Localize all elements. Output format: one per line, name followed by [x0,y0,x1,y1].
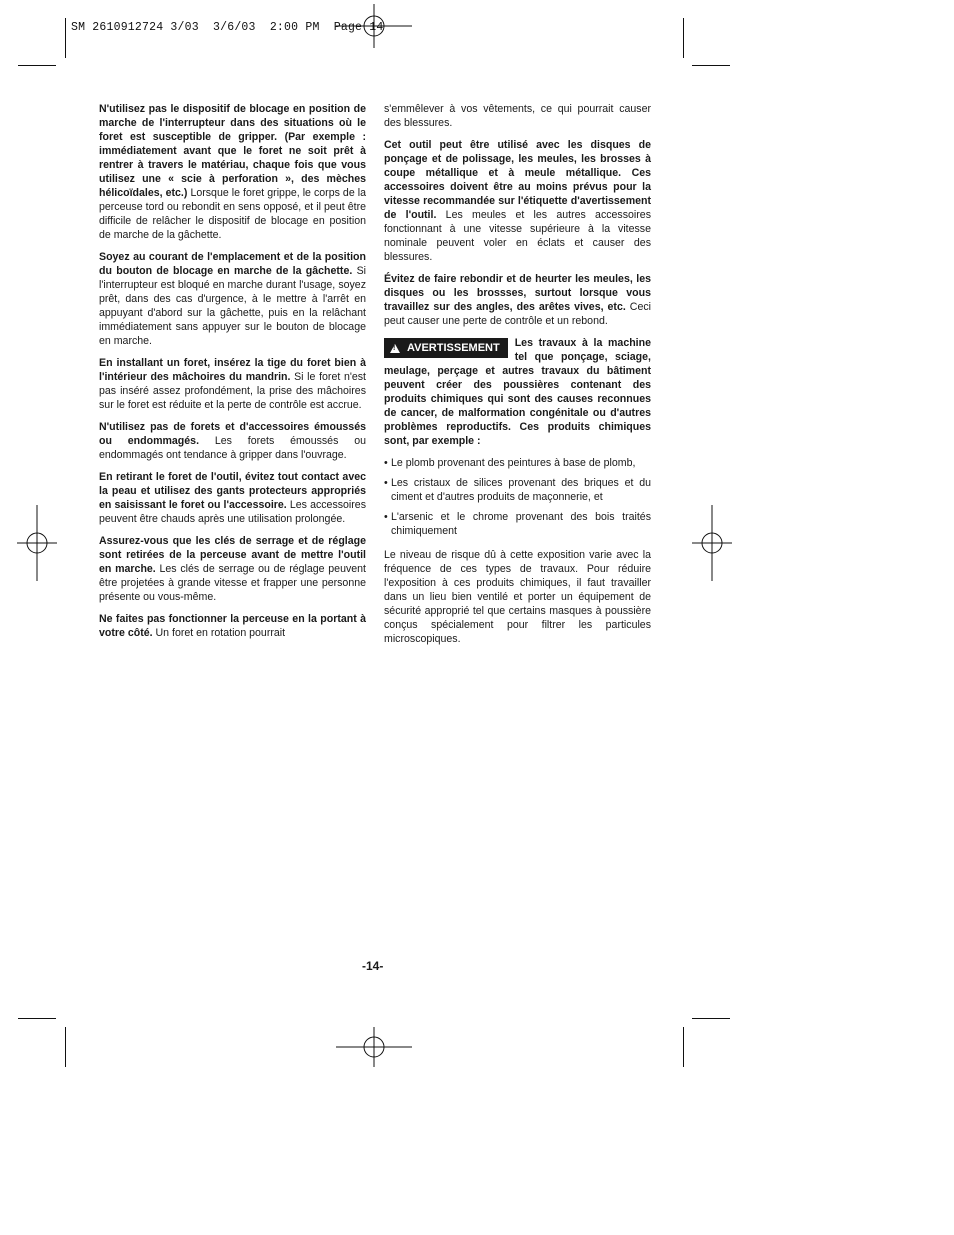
paragraph: Ne faites pas fonctionner la perceuse en la portant à votre côté. Un foret en rotation pourrait [99,613,366,639]
list-item: • Les cristaux de silices provenant des briques et du ciment et d'autres produits de maçonnerie, et [384,477,651,503]
paragraph: En retirant le foret de l'outil, évitez tout contact avec la peau et utilisez des gants protecteurs appropriés en saisissant le foret ou l'accessoire. Les accessoires peuvent être chauds après une utilisation prolongée. [99,471,366,525]
registration-mark-top [336,4,412,48]
left-column [99,102,366,648]
paragraph: Assurez-vous que les clés de serrage et de réglage sont retirées de la perceuse avant de mettre l'outil en marche. Les clés de serrage ou de réglage peuvent être projetées à grande vitesse et frapper une personne présente ou vous-même. [99,535,366,603]
paragraph: Évitez de faire rebondir et de heurter les meules, les disques ou les brossses, surtout lorsque vous travaillez sur des angles, des arêtes vives, etc. Ceci peut causer une perte de contrôle et un rebond. [384,273,651,327]
continued-paragraph: s'emmêlever à vos vêtements, ce qui pourrait causer des blessures. [384,103,651,129]
crop-mark-tr-v [683,18,684,58]
crop-mark-tl-v [65,18,66,58]
crop-mark-br-h [692,1018,730,1019]
crop-mark-bl-h [18,1018,56,1019]
paragraph: Cet outil peut être utilisé avec les disques de ponçage et de polissage, les meules, les brosses à coupe métallique et à meule métallique. Ces accessoires doivent être au moins prévus pour la vitesse recommandée sur l'étiquette d'avertissement de l'outil. Les meules et les autres accessoires fonctionnant à une vitesse supérieure à la vitesse nominale peuvent voler en éclats et causer des blessures. [384,139,651,263]
list-item: • L'arsenic et le chrome provenant des bois traités chimiquement [384,511,651,537]
registration-mark-left [17,505,57,581]
warning-label: ! AVERTISSEMENT [384,338,508,358]
page-number: -14- [362,959,384,973]
list-item: • Le plomb provenant des peintures à base de plomb, [384,457,636,469]
paragraph: En installant un foret, insérez la tige du foret bien à l'intérieur des mâchoires du mandrin. Si le foret n'est pas inséré assez profondément, la prise des mâchoires sur le foret est réduite et la perte de contrôle est accrue. [99,357,367,411]
paragraph: N'utilisez pas le dispositif de blocage en position de marche de l'interrupteur dans des situations où le foret est susceptible de gripper. (Par exemple : immédiatement avant que le foret ne soit prêt à rentrer à travers le matériau, chaque fois que vous utilisez une « scie à perforation », des mèches hélicoïdales, etc.) Lorsque le foret grippe, le corps de la perceuse tord ou rebondit en sens opposé, et il peut être difficile de relâcher le dispositif de blocage en position de marche de la gâchette. [99,103,366,241]
crop-mark-bl-v [65,1027,66,1067]
print-slug: SM 2610912724 3/03 3/6/03 2:00 PM Page 14 [71,21,384,34]
registration-mark-bottom [336,1027,412,1067]
right-column [384,102,651,654]
paragraph: N'utilisez pas de forets et d'accessoires émoussés ou endommagés. Les forets émoussés ou endommagés ont tendance à gripper dans l'ouvrage. [99,421,366,461]
closing-paragraph: Le niveau de risque dû à cette exposition varie avec la fréquence de ces types de travaux. Pour réduire l'exposition à ces produits chimiques, il faut travailler dans un lieu bien ventilé et porter un équipement de sécurité approprié tel que certains masques à poussière conçus spécialement pour filtrer les particules microscopiques. [384,549,651,645]
warning-paragraph [384,336,651,448]
crop-mark-tl-h [18,65,56,66]
paragraph: Soyez au courant de l'emplacement et de la position du bouton de blocage en marche de la gâchette. Si l'interrupteur est bloqué en marche durant l'usage, soyez prêt, dans des cas d'urgence, à le mettre à l'arrêt en appuyant d'abord sur la gâchette, puis en la relâchant immédiatement sans appuyer sur le bouton de blocage en marche. [99,251,366,347]
registration-mark-right [692,505,732,581]
warning-text: Les travaux à la machine tel que ponçage, sciage, meulage, perçage et autres travaux du bâtiment peuvent créer des poussières contenant des produits chimiques qui sont des causes reconnues de cancer, de malformation congénitale ou d'autres problèmes reproductifs. Ces produits chimiques sont, par exemple : [384,337,651,447]
crop-mark-tr-h [692,65,730,66]
warning-triangle-icon [390,344,400,353]
crop-mark-br-v [683,1027,684,1067]
